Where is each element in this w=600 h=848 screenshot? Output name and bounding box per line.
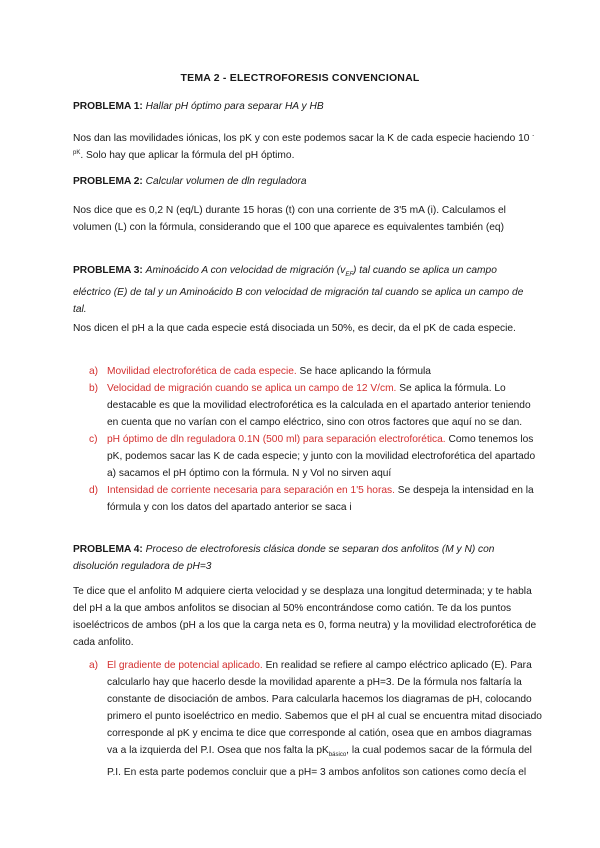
problem-1-label: PROBLEMA 1: — [73, 101, 143, 112]
problem-3-list — [73, 363, 543, 516]
list-item: c) pH óptimo de dln reguladora 0.1N (500 ml) para separación electroforética. Como tenemos los pK, podemos sacar las K de cada especie; y junto con la movilidad electroforética del apartado a) sacamos el pH óptimo con la fórmula. N y Vol no sirven aquí — [89, 434, 536, 479]
problem-4-list — [73, 657, 543, 781]
problem-4-heading — [73, 541, 525, 575]
problem-1-text: Nos dan las movilidades iónicas, los pK y con este podemos sacar la K de cada especie haciendo 10 $^{-pK}$. Solo hay que aplicar la fórmula del pH óptimo. — [73, 133, 535, 161]
problem-2-statement: Calcular volumen de dln reguladora — [145, 176, 307, 187]
list-item: a) Movilidad electroforética de cada especie. Se hace aplicando la fórmula — [89, 366, 431, 377]
problem-2-text: Nos dice que es 0,2 N (eq/L) durante 15 horas (t) con una corriente de 3'5 mA (i). Calculamos el volumen (L) con la fórmula, considerando que el 100 que aparece es equivalentes también (eq) — [73, 205, 506, 233]
document-title: TEMA 2 - ELECTROFORESIS CONVENCIONAL — [180, 72, 420, 84]
problem-3-label: PROBLEMA 3: — [73, 265, 143, 276]
pk-superscript: -pK — [73, 133, 535, 156]
list-item: b) Velocidad de migración cuando se aplica un campo de 12 V/cm. Se aplica la fórmula. Lo destacable es que la movilidad electroforética es la calculada en el apartado anterior teniendo en cuenta que no varían con el campo eléctrico, sino con otros factores que aquí no se dan. — [89, 383, 531, 428]
list-item: d) Intensidad de corriente necesaria para separación en 1'5 horas. Se despeja la intensidad en la fórmula y con los datos del apartado anterior se saca i — [89, 485, 534, 513]
problem-1-heading — [73, 98, 533, 115]
problem-3-text: Nos dicen el pH a la que cada especie está disociada un 50%, es decir, da el pK de cada especie. — [73, 323, 516, 334]
problem-1-statement: Hallar pH óptimo para separar HA y HB — [145, 101, 324, 112]
problem-4-text: Te dice que el anfolito M adquiere cierta velocidad y se desplaza una longitud determinada; y te habla del pH a la que ambos anfolitos se disocian al 50% encontrándose como catión. Te da los puntos isoeléctricos de ambos (pH a los que la carga neta es 0, forma neutra) y la movilidad electroforética de cada anfolito. — [73, 586, 537, 648]
problem-4-statement: Proceso de electroforesis clásica donde se separan dos anfolitos (M y N) con disolución reguladora de pH=3 — [73, 544, 495, 572]
problem-4-label: PROBLEMA 4: — [73, 544, 143, 555]
list-item: a) El gradiente de potencial aplicado. En realidad se refiere al campo eléctrico aplicado (E). Para calcularlo hay que hacerlo desde la movilidad aparente a pH=3. De la fórmula nos faltaría la constante de disociación de ambos. Para calcularla hacemos los diagramas de pH, colocando primero el punto isoeléctrico en medio. Sabemos que el pH al cual se encuentra mitad disociado corresponde al pK y encima te dice que corresponde al catión, osea que en ambos diagramas va a la izquierda del P.I. Osea que nos falta la $pK_{básico}$, la cual podemos sacar de la fórmula del P.I. En esta parte podemos concluir que a pH= 3 ambos anfolitos son cationes como decía el — [89, 660, 542, 779]
problem-3-heading: PROBLEMA 3: Aminoácido A con velocidad de migración $(v_{EF})$ tal cuando se aplica un campo eléctrico (E) de tal y un Aminoácido B con velocidad de migración tal cuando se aplica un campo de tal. — [73, 265, 524, 316]
problem-2-label: PROBLEMA 2: — [73, 176, 143, 187]
problem-2-heading — [73, 173, 533, 190]
